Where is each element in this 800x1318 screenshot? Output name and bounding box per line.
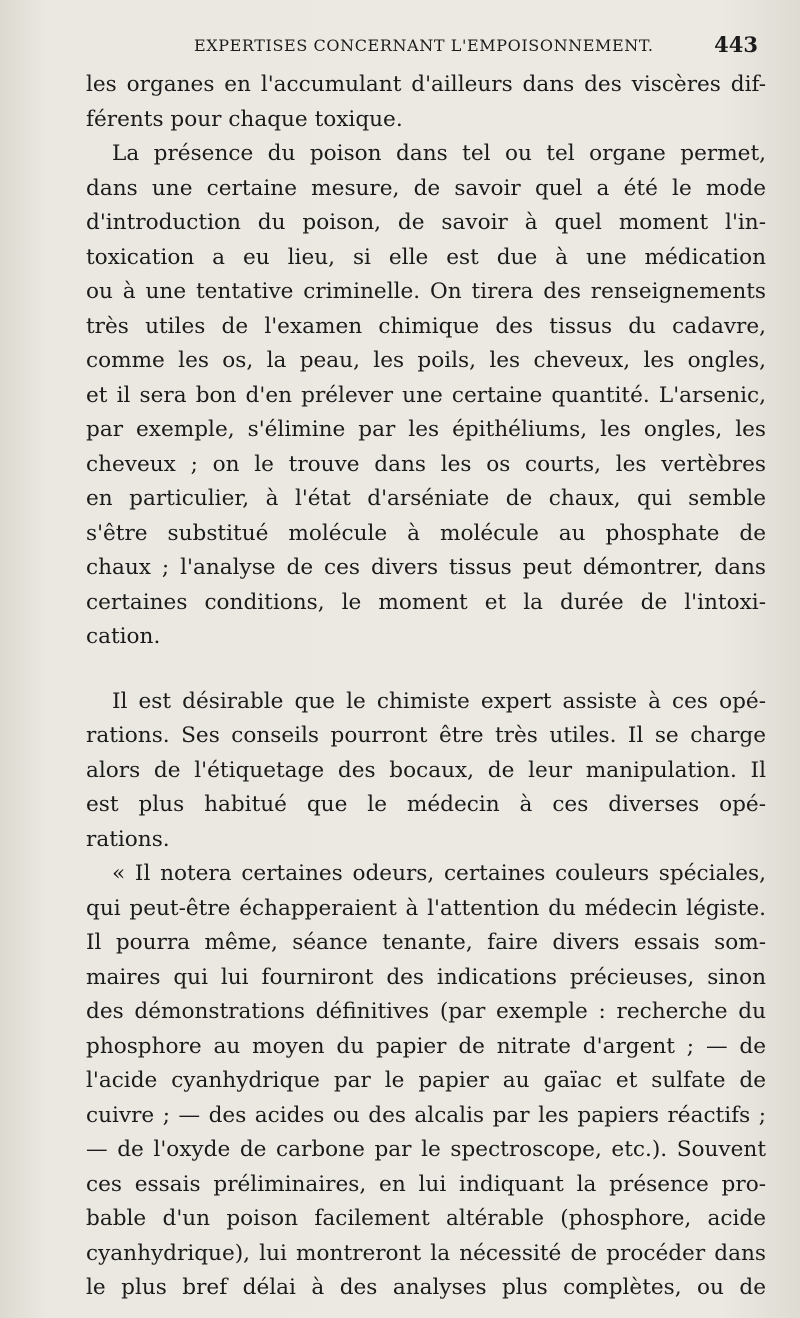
text-line: férents pour chaque toxique. — [86, 106, 403, 132]
text-line: très utiles de l'examen chimique des tissus du cadavre, — [86, 313, 766, 339]
text-line: ou à une tentative criminelle. On tirera des renseignements — [86, 279, 766, 304]
body-text — [86, 68, 766, 1306]
text-line: par exemple, s'élimine par les épithéliums, les ongles, les — [86, 417, 766, 442]
text-line: cation. — [86, 624, 161, 649]
text-line: en particulier, à l'état d'arséniate de chaux, qui semble — [86, 486, 766, 511]
paragraph-gap — [86, 655, 766, 685]
paragraph-chemist-expert — [86, 685, 766, 858]
text-line: le plus bref délai à des analyses plus complètes, ou de — [86, 1275, 766, 1300]
text-line: d'introduction du poison, de savoir à quel moment l'in- — [86, 210, 766, 235]
paragraph-poison-presence — [86, 137, 766, 655]
text-line: qui peut-être échapperaient à l'attention du médecin légiste. — [86, 895, 766, 921]
text-line: rations. — [86, 826, 170, 852]
text-line: toxication a eu lieu, si elle est due à une médication — [86, 244, 766, 270]
text-line: s'être substitué molécule à molécule au phosphate de — [86, 520, 766, 546]
text-line: cyanhydrique), lui montreront la nécessité de procéder dans — [86, 1240, 766, 1266]
paragraph-continued — [86, 68, 766, 137]
text-line: comme les os, la peau, les poils, les cheveux, les ongles, — [86, 348, 766, 373]
text-line: des démonstrations définitives (par exemple : recherche du — [86, 999, 766, 1024]
page-header — [86, 34, 766, 62]
text-line: Il est désirable que le chimiste expert assiste à ces opé- — [112, 688, 766, 714]
text-line: l'acide cyanhydrique par le papier au gaïac et sulfate de — [86, 1068, 766, 1093]
text-line: ces essais préliminaires, en lui indiquant la présence pro- — [86, 1171, 766, 1197]
text-line: rations. Ses conseils pourront être très utiles. Il se charge — [86, 723, 766, 748]
text-line: et il sera bon d'en prélever une certaine quantité. L'arsenic, — [86, 382, 766, 408]
text-line: alors de l'étiquetage des bocaux, de leur manipulation. Il — [86, 757, 766, 783]
text-line: chaux ; l'analyse de ces divers tissus peut démontrer, dans — [86, 555, 766, 580]
text-line: cheveux ; on le trouve dans les os courts, les vertèbres — [86, 451, 766, 477]
text-line: est plus habitué que le médecin à ces diverses opé- — [86, 792, 766, 817]
text-line: maires qui lui fourniront des indications précieuses, sinon — [86, 964, 766, 990]
paragraph-quotation — [86, 857, 766, 1306]
text-line: phosphore au moyen du papier de nitrate d'argent ; — de — [86, 1033, 766, 1059]
running-head: EXPERTISES CONCERNANT L'EMPOISONNEMENT. — [194, 36, 654, 55]
text-line: « Il notera certaines odeurs, certaines couleurs spéciales, — [112, 861, 766, 886]
text-line: les organes en l'accumulant d'ailleurs dans des viscères dif- — [86, 72, 766, 97]
text-line: — de l'oxyde de carbone par le spectroscope, etc.). Souvent — [86, 1137, 766, 1162]
text-line: cuivre ; — des acides ou des alcalis par les papiers réactifs ; — [86, 1102, 766, 1128]
text-line: La présence du poison dans tel ou tel organe permet, — [112, 141, 766, 166]
page-number: 443 — [714, 32, 758, 57]
text-line: certaines conditions, le moment et la durée de l'intoxi- — [86, 589, 766, 615]
text-line: dans une certaine mesure, de savoir quel a été le mode — [86, 175, 766, 201]
text-line: bable d'un poison facilement altérable (phosphore, acide — [86, 1206, 766, 1231]
text-line: Il pourra même, séance tenante, faire divers essais som- — [86, 930, 766, 955]
